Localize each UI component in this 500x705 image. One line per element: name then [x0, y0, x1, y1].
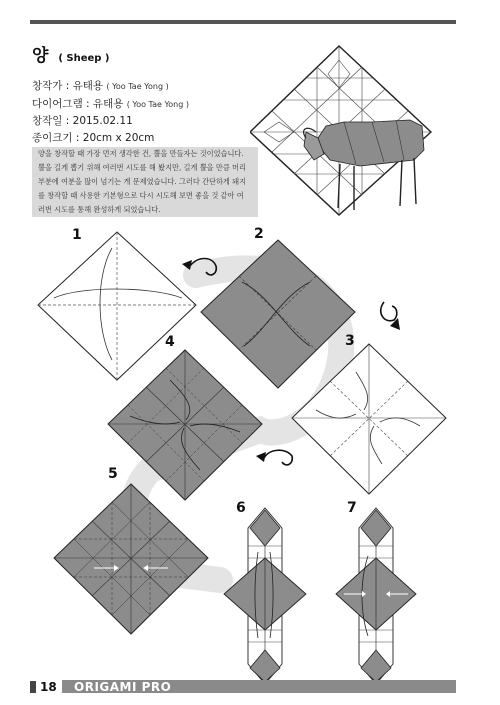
- step-number: 6: [236, 500, 246, 516]
- description-line: 부분에 여분을 많이 넘기는 게 문제였습니다. 그러다 간단하게 돼지: [38, 177, 247, 186]
- step-1-diagram: [38, 232, 196, 380]
- diagram-label: 다이어그램 : 유태용: [32, 97, 124, 110]
- page-number: 18: [40, 680, 57, 694]
- step-number: 7: [347, 500, 357, 516]
- creation-date: 창작일 : 2015.02.11: [32, 115, 133, 128]
- rotate-icon: [381, 302, 400, 330]
- description-line: 양을 창작할 때 가장 먼저 생각한 건, 뿔을 만들자는 것이었습니다.: [38, 149, 244, 158]
- footer-marker: [30, 681, 36, 693]
- title-korean: 양: [32, 46, 49, 66]
- top-rule: [30, 20, 456, 24]
- step-3-diagram: [292, 344, 446, 494]
- author-english: ( Yoo Tae Yong ): [106, 82, 169, 91]
- step-5-diagram: [54, 484, 208, 634]
- model-info: [32, 78, 189, 146]
- step-number: 4: [165, 334, 175, 350]
- footer-brand: ORIGAMI PRO: [74, 680, 172, 694]
- paper-size: 종이크기 : 20cm x 20cm: [32, 131, 155, 144]
- step-number: 2: [254, 226, 264, 242]
- step-6-diagram: [224, 508, 306, 680]
- description-line: 러번 시도를 통해 완성하게 되었습니다.: [38, 205, 161, 214]
- description-line: 를 창작할 때 사용한 기본형으로 다시 시도해 보면 좋을 것 같아 여: [38, 191, 244, 200]
- crease-pattern-diagram: [250, 42, 450, 217]
- page-title: [32, 41, 110, 66]
- description-box: [32, 147, 258, 217]
- diagram-line: [32, 96, 189, 114]
- turn-over-icon: [256, 450, 292, 465]
- step-7-diagram: [336, 508, 416, 680]
- author-label: 창작가 : 유태용: [32, 80, 104, 92]
- diagram-english: ( Yoo Tae Yong ): [126, 99, 189, 109]
- step-diagrams: [0, 220, 500, 680]
- step-number: 5: [108, 466, 118, 482]
- step-number: 3: [345, 333, 355, 349]
- title-english: ( Sheep ): [58, 53, 110, 64]
- author-line: [32, 78, 189, 96]
- step-number: 1: [72, 227, 82, 243]
- footer-bar: [62, 680, 456, 693]
- description-line: 뿔을 길게 뽑기 위해 여러번 시도를 해 봤지만, 길게 뿔을 만큼 머리: [38, 163, 246, 172]
